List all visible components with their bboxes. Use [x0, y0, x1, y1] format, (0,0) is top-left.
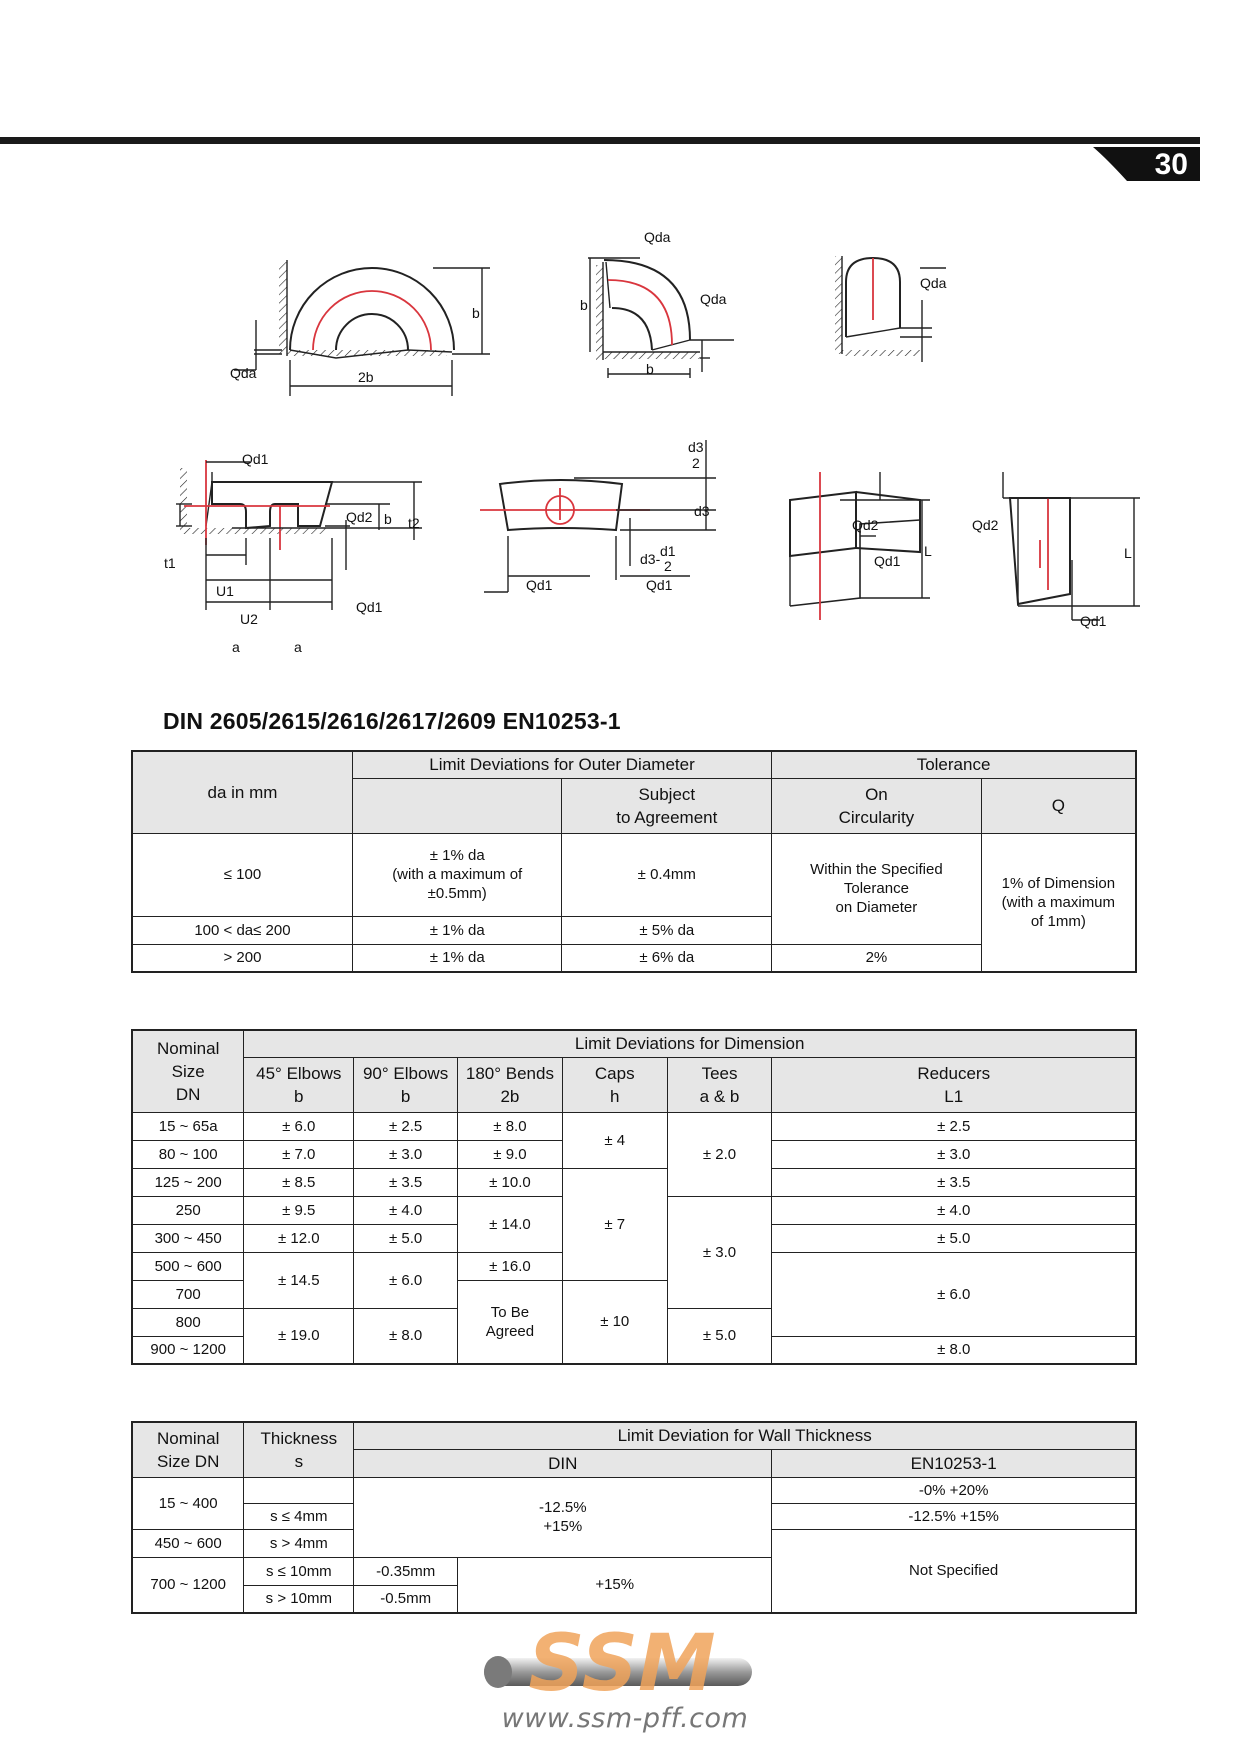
cell-din-neg05: -0.5mm — [354, 1585, 458, 1613]
label-qda-180: Qda — [230, 365, 257, 381]
cell-en-not-specified: Not Specified — [772, 1529, 1136, 1613]
header-limit-outer: Limit Deviations for Outer Diameter — [352, 751, 771, 778]
label-u2: U2 — [240, 611, 258, 627]
cell-reducers: ± 8.0 — [772, 1336, 1136, 1364]
diagram-reducing-tee — [480, 440, 716, 592]
header-180-bends: 180° Bends 2b — [458, 1057, 563, 1112]
cell-dn: 800 — [132, 1308, 244, 1336]
header-tolerance: Tolerance — [772, 751, 1136, 778]
label-qd1-ecc: Qd1 — [1080, 613, 1107, 629]
header-reducers: Reducers L1 — [772, 1057, 1136, 1112]
header-blank — [352, 778, 562, 833]
cell-dn: 700 — [132, 1280, 244, 1308]
cell-dn-450-600: 450 ~ 600 — [132, 1529, 244, 1557]
cell-subject-r3: ± 6% da — [562, 944, 772, 972]
cell-dn-15-400: 15 ~ 400 — [132, 1477, 244, 1529]
cell-circularity-r3: 2% — [772, 944, 982, 972]
header-45-elbows: 45° Elbows b — [244, 1057, 354, 1112]
cell-90: ± 2.5 — [354, 1112, 458, 1140]
table-wall-thickness — [131, 1421, 1137, 1614]
label-2b: 2b — [358, 369, 374, 385]
cell-dn: 300 ~ 450 — [132, 1224, 244, 1252]
label-d3-side: d3 — [694, 503, 710, 519]
label-b-tee: b — [384, 511, 392, 527]
header-on-circularity: On Circularity — [772, 778, 982, 833]
cell-s-le10: s ≤ 10mm — [244, 1557, 354, 1585]
cell-en-row2: -12.5% +15% — [772, 1503, 1136, 1529]
label-qda-90-top: Qda — [644, 229, 671, 245]
fitting-diagrams — [0, 200, 1240, 680]
cell-dn: 125 ~ 200 — [132, 1168, 244, 1196]
cell-en-row1: -0% +20% — [772, 1477, 1136, 1503]
cell-s-gt10: s > 10mm — [244, 1585, 354, 1613]
header-90-elbows: 90° Elbows b — [354, 1057, 458, 1112]
cell-180-agreed: To Be Agreed — [458, 1280, 563, 1364]
label-l-ecc: L — [1124, 545, 1132, 561]
header-tees: Tees a & b — [667, 1057, 772, 1112]
cell-180: ± 9.0 — [458, 1140, 563, 1168]
cell-dn: 80 ~ 100 — [132, 1140, 244, 1168]
label-u1: U1 — [216, 583, 234, 599]
cell-90: ± 3.0 — [354, 1140, 458, 1168]
header-caps: Caps h — [562, 1057, 667, 1112]
cell-dn: 15 ~ 65a — [132, 1112, 244, 1140]
cell-reducers: ± 5.0 — [772, 1224, 1136, 1252]
cell-dev-r1: ± 1% da (with a maximum of ±0.5mm) — [352, 833, 562, 916]
header-nominal-size-dn: Nominal Size DN — [132, 1422, 244, 1477]
header-limit-wall: Limit Deviation for Wall Thickness — [354, 1422, 1136, 1449]
cell-subject-r2: ± 5% da — [562, 916, 772, 944]
label-qd1-tee-top: Qd1 — [242, 451, 269, 467]
cell-tees: ± 3.0 — [667, 1196, 772, 1308]
label-b-90-bottom: b — [646, 361, 654, 377]
cell-90: ± 3.5 — [354, 1168, 458, 1196]
cell-45: ± 6.0 — [244, 1112, 354, 1140]
standard-title: DIN 2605/2615/2616/2617/2609 EN10253-1 — [163, 708, 621, 734]
label-qd1-conc: Qd1 — [874, 553, 901, 569]
label-qda-90-side: Qda — [700, 291, 727, 307]
cell-dn: 250 — [132, 1196, 244, 1224]
label-qd2-ecc: Qd2 — [972, 517, 999, 533]
cell-caps: ± 7 — [562, 1168, 667, 1280]
cell-dev-r3: ± 1% da — [352, 944, 562, 972]
label-qd2-conc: Qd2 — [852, 517, 879, 533]
diagram-cap — [835, 256, 946, 362]
cell-thickness-empty — [244, 1477, 354, 1503]
cell-180: ± 14.0 — [458, 1196, 563, 1252]
header-din: DIN — [354, 1449, 772, 1477]
label-b-90-side: b — [580, 297, 588, 313]
top-rule — [0, 137, 1200, 144]
cell-90: ± 5.0 — [354, 1224, 458, 1252]
cell-90: ± 8.0 — [354, 1308, 458, 1364]
cell-reducers: ± 4.0 — [772, 1196, 1136, 1224]
cell-reducers: ± 2.5 — [772, 1112, 1136, 1140]
cell-tees: ± 2.0 — [667, 1112, 772, 1196]
cell-s-gt4: s > 4mm — [244, 1529, 354, 1557]
cell-dn: 900 ~ 1200 — [132, 1336, 244, 1364]
footer-url: www.ssm-pff.com — [501, 1703, 749, 1734]
label-a-left: a — [232, 639, 240, 655]
cell-subject-r1: ± 0.4mm — [562, 833, 772, 916]
cell-din-neg035: -0.35mm — [354, 1557, 458, 1585]
diagram-concentric-reducer — [790, 472, 930, 620]
cell-90: ± 6.0 — [354, 1252, 458, 1308]
cell-180: ± 16.0 — [458, 1252, 563, 1280]
cell-45: ± 8.5 — [244, 1168, 354, 1196]
label-d3-minus: d3- — [640, 551, 661, 567]
label-t1: t1 — [164, 555, 176, 571]
label-d3-frac-top: d3 — [688, 439, 704, 455]
header-subject: Subject to Agreement — [562, 778, 772, 833]
cell-s-le4: s ≤ 4mm — [244, 1503, 354, 1529]
cell-45: ± 14.5 — [244, 1252, 354, 1308]
label-2-frac-top: 2 — [692, 455, 700, 471]
cell-90: ± 4.0 — [354, 1196, 458, 1224]
label-qda-cap: Qda — [920, 275, 947, 291]
header-limit-dimension: Limit Deviations for Dimension — [244, 1030, 1136, 1057]
logo-text: SSM — [528, 1619, 716, 1709]
cell-180: ± 8.0 — [458, 1112, 563, 1140]
cell-din-plus15: +15% — [458, 1557, 772, 1613]
label-a-right: a — [294, 639, 302, 655]
diagram-tee — [176, 460, 422, 610]
cell-din-main: -12.5% +15% — [354, 1477, 772, 1557]
table-outer-diameter — [131, 750, 1137, 973]
header-da: da in mm — [132, 751, 352, 833]
label-qd1-tee-right: Qd1 — [356, 599, 383, 615]
label-b-180: b — [472, 305, 480, 321]
cell-caps: ± 4 — [562, 1112, 667, 1168]
cell-45: ± 7.0 — [244, 1140, 354, 1168]
cell-q: 1% of Dimension (with a maximum of 1mm) — [981, 833, 1136, 972]
label-l-conc: L — [924, 543, 932, 559]
cell-tees: ± 5.0 — [667, 1308, 772, 1364]
label-qd1-redtee-left: Qd1 — [526, 577, 553, 593]
cell-180: ± 10.0 — [458, 1168, 563, 1196]
header-thickness: Thickness s — [244, 1422, 354, 1477]
cell-dn: 500 ~ 600 — [132, 1252, 244, 1280]
cell-45: ± 19.0 — [244, 1308, 354, 1364]
cell-reducers: ± 3.0 — [772, 1140, 1136, 1168]
cell-da-r3: > 200 — [132, 944, 352, 972]
label-t2: t2 — [408, 515, 420, 531]
cell-45: ± 9.5 — [244, 1196, 354, 1224]
diagram-eccentric-reducer — [1003, 472, 1140, 620]
diagram-90-elbow — [588, 258, 734, 378]
header-en: EN10253-1 — [772, 1449, 1136, 1477]
cell-circularity-r1: Within the Specified Tolerance on Diameter — [772, 833, 982, 944]
label-d1-frac: d1 — [660, 543, 676, 559]
label-2-frac-bottom: 2 — [664, 558, 672, 574]
label-qd1-redtee-right: Qd1 — [646, 577, 673, 593]
page-number-tab — [1093, 147, 1200, 181]
page-number: 30 — [1154, 148, 1188, 181]
table-dimension — [131, 1029, 1137, 1365]
cell-da-r2: 100 < da≤ 200 — [132, 916, 352, 944]
cell-dn-700-1200: 700 ~ 1200 — [132, 1557, 244, 1613]
label-qd2-tee: Qd2 — [346, 509, 373, 525]
cell-45: ± 12.0 — [244, 1224, 354, 1252]
cell-da-r1: ≤ 100 — [132, 833, 352, 916]
cell-reducers: ± 6.0 — [772, 1252, 1136, 1336]
header-nominal-size: Nominal Size DN — [132, 1030, 244, 1112]
cell-dev-r2: ± 1% da — [352, 916, 562, 944]
header-q: Q — [981, 778, 1136, 833]
cell-caps: ± 10 — [562, 1280, 667, 1364]
cell-reducers: ± 3.5 — [772, 1168, 1136, 1196]
